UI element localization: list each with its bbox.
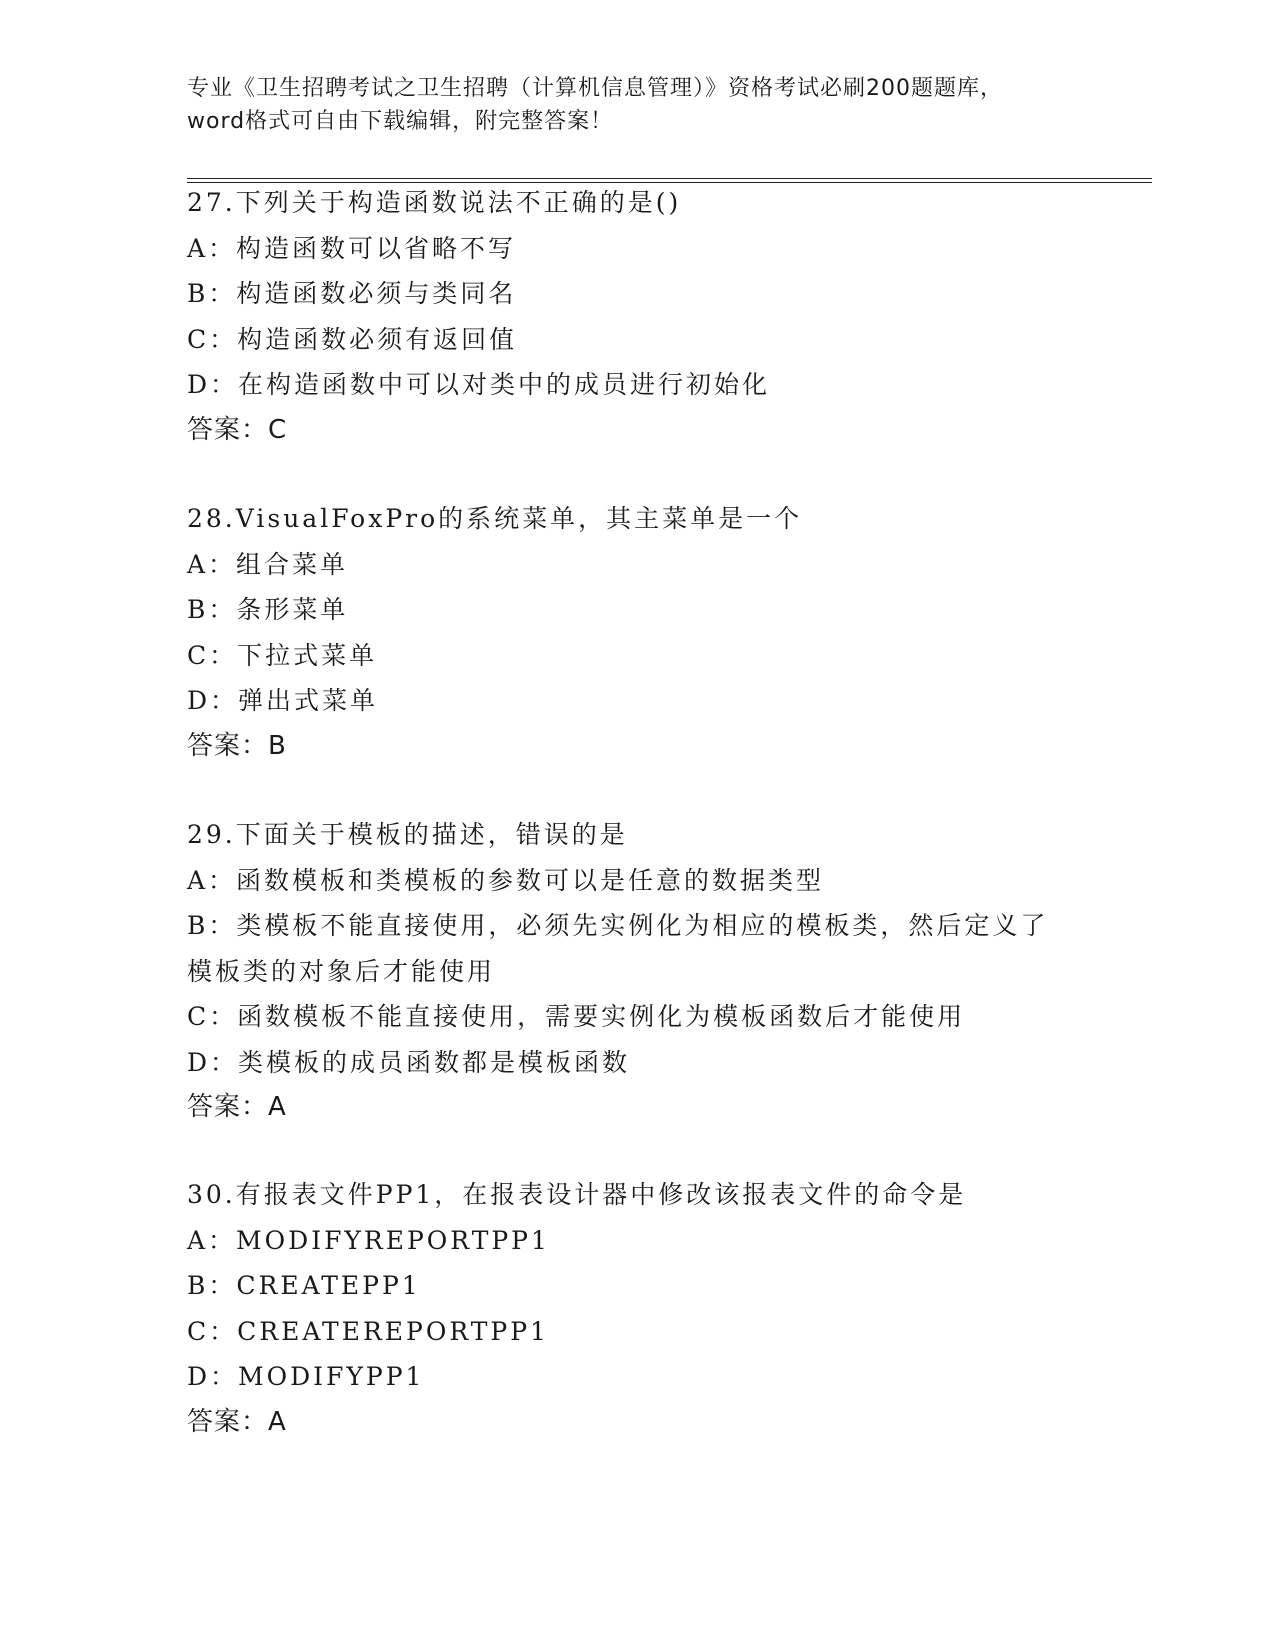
option-c: C：构造函数必须有返回值 (187, 324, 518, 354)
option-c: C：下拉式菜单 (187, 640, 378, 670)
option-a: A：函数模板和类模板的参数可以是任意的数据类型 (187, 865, 825, 895)
option-a: A：组合菜单 (187, 549, 349, 579)
question-30 (187, 1172, 1087, 1445)
option-d: D：在构造函数中可以对类中的成员进行初始化 (187, 370, 771, 399)
question-stem: 27.下列关于构造函数说法不正确的是() (187, 188, 682, 217)
document-header (187, 72, 1087, 138)
answer-label: 答案：C (187, 414, 288, 445)
option-d: D：MODIFYPP1 (187, 1362, 425, 1391)
answer-label: 答案：A (187, 1092, 287, 1122)
option-b: B：构造函数必须与类同名 (187, 279, 517, 308)
option-a: A：MODIFYREPORTPP1 (187, 1225, 550, 1255)
option-c: C：函数模板不能直接使用，需要实例化为模板函数后才能使用 (187, 1002, 966, 1031)
answer-label: 答案：B (187, 730, 287, 761)
question-27 (187, 180, 1087, 453)
question-28 (187, 496, 1087, 769)
header-line-1: 专业《卫生招聘考试之卫生招聘（计算机信息管理）》资格考试必刷200题题库， (187, 76, 1003, 101)
question-stem: 28.VisualFoxPro的系统菜单，其主菜单是一个 (187, 504, 803, 533)
option-a: A：构造函数可以省略不写 (187, 233, 517, 263)
option-d: D：弹出式菜单 (187, 686, 379, 715)
option-b: B：条形菜单 (187, 595, 349, 624)
option-d: D：类模板的成员函数都是模板函数 (187, 1047, 631, 1077)
question-stem: 29.下面关于模板的描述，错误的是 (187, 820, 628, 849)
option-b: B：CREATEPP1 (187, 1271, 421, 1300)
option-c: C：CREATEREPORTPP1 (187, 1316, 549, 1346)
question-29 (187, 812, 1087, 1131)
question-stem: 30.有报表文件PP1，在报表设计器中修改该报表文件的命令是 (187, 1180, 967, 1209)
answer-label: 答案：A (187, 1406, 287, 1437)
option-b: B：类模板不能直接使用，必须先实例化为相应的模板类，然后定义了模板类的对象后才能使用 (187, 911, 1049, 986)
header-line-2: word格式可自由下载编辑，附完整答案！ (187, 109, 614, 134)
